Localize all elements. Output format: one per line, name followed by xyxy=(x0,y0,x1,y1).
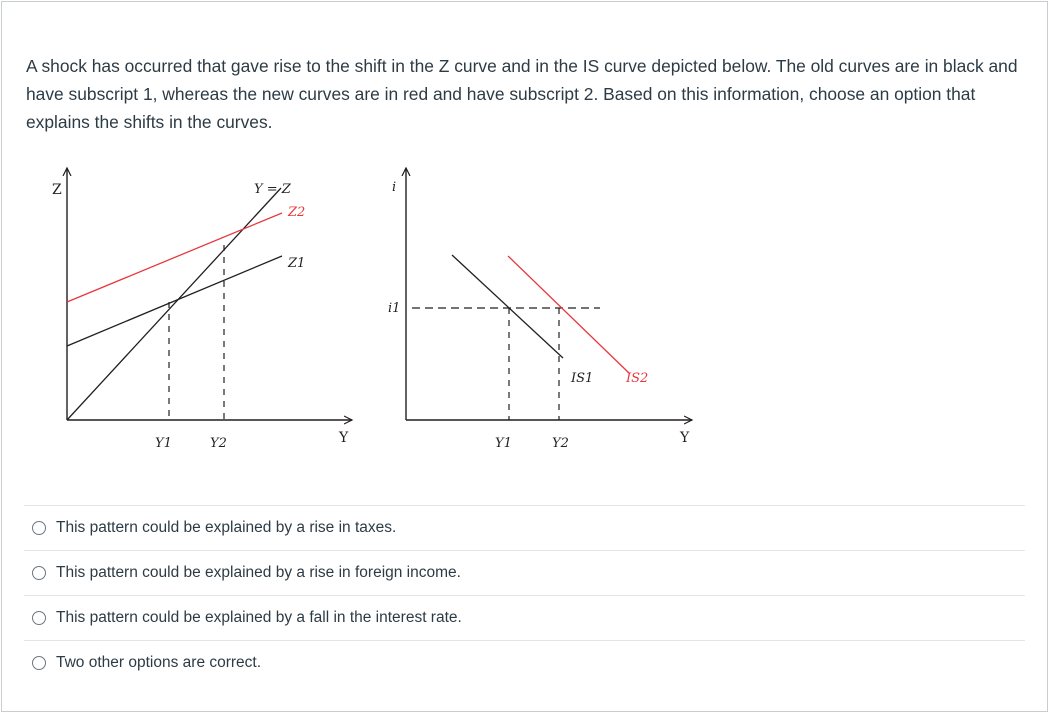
is1-label: IS1 xyxy=(571,371,594,386)
answer-label: This pattern could be explained by a fall in the interest rate. xyxy=(56,609,462,626)
radio-button[interactable] xyxy=(32,566,46,580)
is2-curve xyxy=(508,256,630,374)
right-y2-tick-label: Y2 xyxy=(552,436,569,451)
i1-tick-label: i1 xyxy=(388,301,401,316)
answer-option-3[interactable] xyxy=(24,595,1025,640)
z1-label: Z1 xyxy=(288,256,306,271)
line-45-label: Y = Z xyxy=(254,182,291,197)
is1-curve xyxy=(452,255,563,358)
answer-label: This pattern could be explained by a rise in taxes. xyxy=(56,519,397,536)
answer-option-1[interactable] xyxy=(24,505,1025,550)
radio-button[interactable] xyxy=(32,611,46,625)
answer-label: This pattern could be explained by a rise in foreign income. xyxy=(56,564,461,581)
is2-label: IS2 xyxy=(626,371,649,386)
left-y-axis-label: Z xyxy=(52,182,62,198)
line-45-degree xyxy=(67,188,281,420)
left-panel xyxy=(52,168,352,451)
right-y1-tick-label: Y1 xyxy=(495,436,512,451)
z1-curve xyxy=(67,256,282,346)
answer-label: Two other options are correct. xyxy=(56,654,262,671)
z2-curve xyxy=(67,213,282,302)
left-y2-tick-label: Y2 xyxy=(210,436,227,451)
z2-label: Z2 xyxy=(288,205,306,220)
radio-button[interactable] xyxy=(32,656,46,670)
question-text: A shock has occurred that gave rise to the shift in the Z curve and in the IS curve depicted below. The old curves are in black and have subscript 1, whereas the new curves are in red and have subscript 2. Based on this information, choose an option that explains the shifts in the curves. xyxy=(26,56,1018,132)
left-y1-tick-label: Y1 xyxy=(155,436,172,451)
left-x-axis-label: Y xyxy=(339,430,349,446)
right-x-axis-label: Y xyxy=(680,430,690,446)
answer-option-4[interactable] xyxy=(24,640,1025,685)
right-y-axis-label: i xyxy=(392,180,397,195)
right-panel xyxy=(388,168,692,451)
answer-list xyxy=(24,505,1025,685)
radio-button[interactable] xyxy=(32,521,46,535)
answer-option-2[interactable] xyxy=(24,550,1025,595)
